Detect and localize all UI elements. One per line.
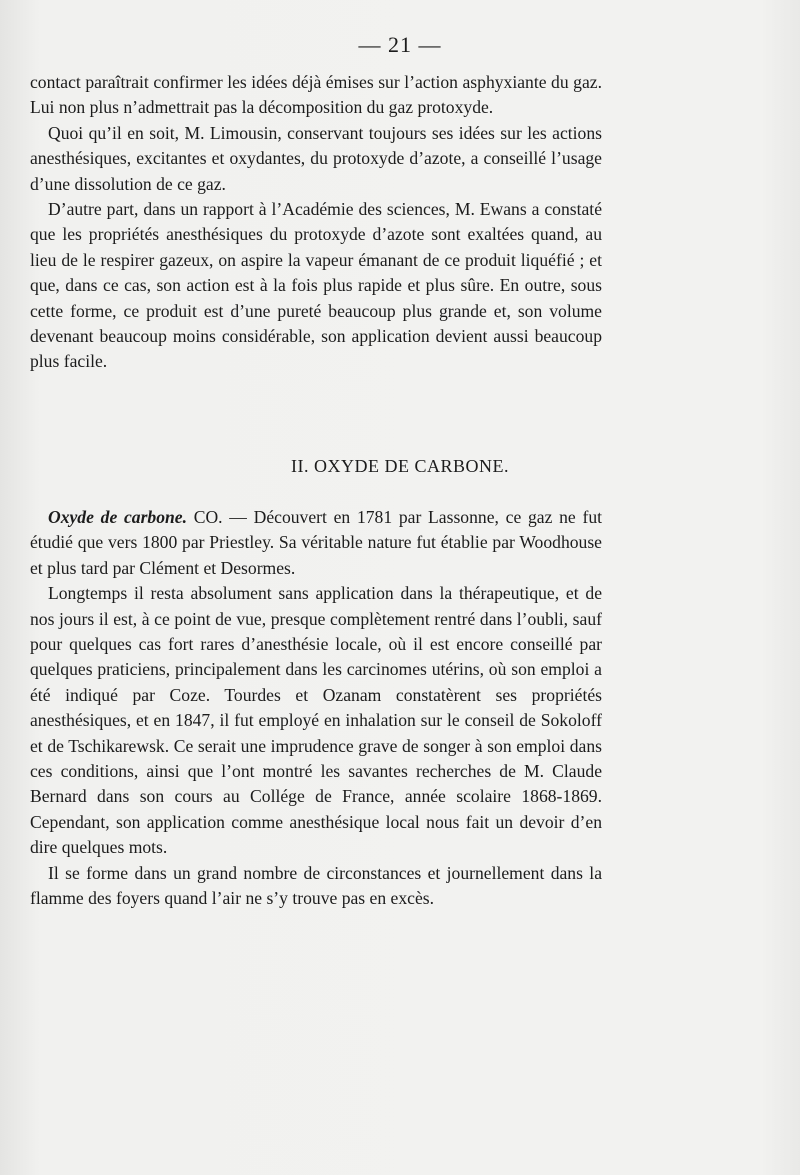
section-paragraph-2: Longtemps il resta absolument sans application dans la thérapeutique, et de nos jours il est, à ce point de vue, presque complètement rentré dans l’oubli, sauf pour quelques cas fort rares d’anesthésie locale, où il est encore conseillé par quelques praticiens, principalement dans les carcinomes utérins, où son emploi a été indiqué par Coze. Tourdes et Ozanam constatèrent ses propriétés anesthésiques, et en 1847, il fut employé en inhalation sur le conseil de Sokoloff et de Tschikarewsk. Ce serait une imprudence grave de songer à son emploi dans ces conditions, ainsi que l’ont montré les savantes recherches de M. Claude Bernard dans son cours au Collége de France, année scolaire 1868-1869. Cependant, son application comme anesthésique local nous fait un devoir d’en dire quelques mots. <box>30 583 602 858</box>
page-number: — 21 — <box>358 32 442 57</box>
paragraph-3: D’autre part, dans un rapport à l’Académie des sciences, M. Ewans a constaté que les propriétés anesthésiques du protoxyde d’azote sont exaltées quand, au lieu de le respirer gazeux, on aspire la vapeur émanant de ce produit liquéfié ; et que, dans ce cas, son action est à la fois plus rapide et plus sûre. En outre, sous cette forme, ce produit est d’une pureté beaucoup plus grande et, son volume devenant beaucoup moins considérable, son application devient aussi beaucoup plus facile. <box>30 199 602 372</box>
text-block-section <box>30 505 602 912</box>
paragraph-1: contact paraîtrait confirmer les idées déjà émises sur l’action asphyxiante du gaz. Lui non plus n’admettrait pas la décomposition du gaz protoxyde. <box>30 72 602 118</box>
paragraph-2: Quoi qu’il en soit, M. Limousin, conservant toujours ses idées sur les actions anesthésiques, excitantes et oxydantes, du protoxyde d’azote, a conseillé l’usage d’une dissolution de ce gaz. <box>30 122 602 194</box>
section-paragraph-1 <box>30 505 602 581</box>
section-heading: II. OXYDE DE CARBONE. <box>291 456 509 476</box>
text-block-top <box>30 70 602 375</box>
section-paragraph-1-text: CO. — Découvert en 1781 par Lassonne, ce gaz ne fut étudié que vers 1800 par Priestley. Sa véritable nature fut établie par Woodhouse et plus tard par Clément et Desormes. <box>30 507 602 578</box>
section-paragraph-3: Il se forme dans un grand nombre de circonstances et journellement dans la flamme des foyers quand l’air ne s’y trouve pas en excès. <box>30 862 602 909</box>
section-lead-term: Oxyde de carbone. <box>48 507 188 527</box>
